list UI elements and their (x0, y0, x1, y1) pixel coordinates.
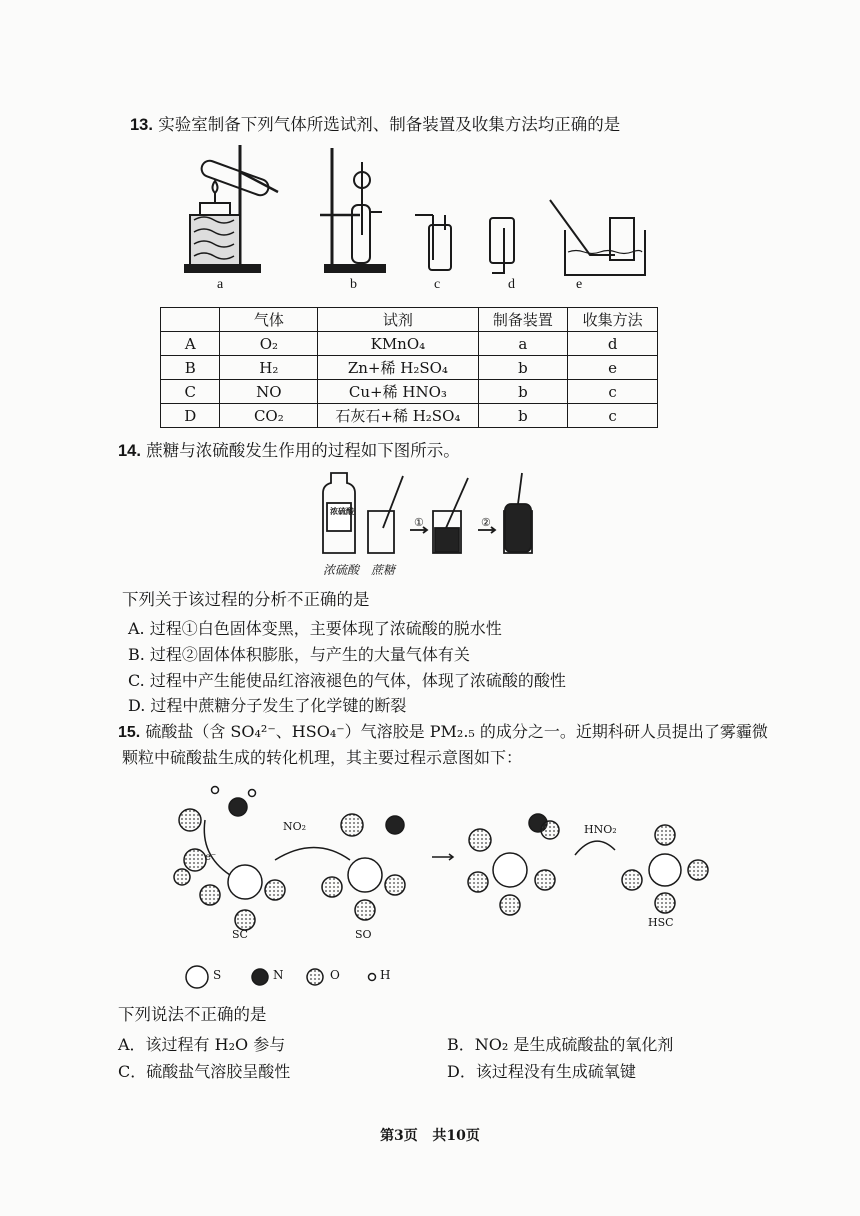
hsc-label: HSC (648, 916, 674, 929)
table-row (161, 380, 658, 404)
table-cell: d (568, 332, 658, 356)
q13-table (160, 307, 658, 428)
apparatus-e (550, 200, 645, 275)
page-footer: 第3页 共10页 (380, 1128, 480, 1144)
q15-option-d: D．该过程没有生成硫氧键 (447, 1062, 636, 1081)
table-cell: A (161, 332, 220, 356)
no2-label: NO₂ (283, 820, 307, 833)
beaker-label: 蔗糖 (371, 563, 396, 577)
q14-question: 下列关于该过程的分析不正确的是 (122, 590, 370, 609)
structure-sc (174, 787, 285, 931)
table-cell: a (478, 332, 568, 356)
step1-label: ① (414, 516, 424, 529)
table-header-cell: 试剂 (318, 308, 478, 332)
table-cell: C (161, 380, 220, 404)
q14-stem (118, 439, 460, 463)
table-cell: D (161, 404, 220, 428)
hno2-label: HNO₂ (584, 823, 617, 836)
table-header-cell: 制备装置 (478, 308, 568, 332)
q15-option-c: C．硫酸盐气溶胶呈酸性 (118, 1062, 291, 1081)
bottle-tag-label: 浓硫酸 (330, 506, 354, 516)
q15-number: 15. (118, 724, 141, 741)
q14-stem-text: 蔗糖与浓硫酸发生作用的过程如下图所示。 (146, 441, 460, 460)
table-row (161, 356, 658, 380)
sc-label: SC (232, 928, 248, 941)
apparatus-label-d: d (508, 277, 515, 292)
apparatus-label-c: c (434, 277, 441, 292)
table-cell: Cu+稀 HNO₃ (318, 380, 478, 404)
table-header-cell (161, 308, 220, 332)
step2-label: ② (481, 516, 491, 529)
q14-option-a: A. 过程①白色固体变黑，主要体现了浓硫酸的脱水性 (128, 619, 502, 638)
table-cell: b (478, 404, 568, 428)
legend-s-label: S (213, 968, 222, 982)
bottle-label: 浓硫酸 (323, 563, 360, 577)
q13-apparatus-figure (180, 140, 680, 300)
apparatus-c (415, 215, 451, 270)
q15-stem-line2: 颗粒中硫酸盐生成的转化机理，其主要过程示意图如下： (122, 748, 523, 767)
table-cell: O₂ (220, 332, 318, 356)
q14-option-c: C. 过程中产生能使品红溶液褪色的气体，体现了浓硫酸的酸性 (128, 671, 566, 690)
apparatus-a (185, 145, 278, 272)
legend-n-label: N (273, 968, 284, 982)
q15-stem-text: 硫酸盐（含 SO₄²⁻、HSO₄⁻）气溶胶是 PM₂.₅ 的成分之一。近期科研人员提出了雾霾微 (145, 722, 768, 741)
electron-label: e⁻ (205, 852, 217, 863)
table-cell: c (568, 380, 658, 404)
q15-option-b: B．NO₂ 是生成硫酸盐的氧化剂 (447, 1035, 674, 1054)
q13-number: 13. (130, 116, 153, 134)
table-cell: 石灰石+稀 H₂SO₄ (318, 404, 478, 428)
table-cell: CO₂ (220, 404, 318, 428)
q15-stem-line1 (118, 720, 768, 745)
table-cell: Zn+稀 H₂SO₄ (318, 356, 478, 380)
table-cell: b (478, 380, 568, 404)
q14-number: 14. (118, 442, 141, 460)
q15-legend (185, 965, 425, 989)
so-label: SO (355, 928, 372, 941)
structure-hsc (622, 825, 708, 913)
table-row (161, 332, 658, 356)
legend-o-label: O (330, 968, 340, 982)
table-cell: KMnO₄ (318, 332, 478, 356)
table-cell: e (568, 356, 658, 380)
q14-option-b: B. 过程②固体体积膨胀，与产生的大量气体有关 (128, 645, 470, 664)
table-cell: NO (220, 380, 318, 404)
table-row (161, 404, 658, 428)
structure-so (322, 814, 405, 920)
q14-sucrose-figure (318, 468, 558, 558)
table-header-row (161, 308, 658, 332)
apparatus-label-b: b (350, 277, 357, 292)
table-cell: c (568, 404, 658, 428)
table-header-cell: 气体 (220, 308, 318, 332)
q15-mechanism-figure (160, 785, 720, 975)
structure-3 (468, 814, 559, 915)
apparatus-b (320, 148, 385, 272)
q15-question: 下列说法不正确的是 (118, 1005, 267, 1024)
apparatus-label-a: a (217, 277, 224, 292)
table-cell: B (161, 356, 220, 380)
sugar-beaker (368, 511, 394, 553)
q14-option-d: D. 过程中蔗糖分子发生了化学键的断裂 (128, 696, 407, 715)
q13-stem-text: 实验室制备下列气体所选试剂、制备装置及收集方法均正确的是 (158, 115, 621, 134)
legend-h-label: H (380, 968, 391, 982)
q13-stem (130, 113, 620, 137)
apparatus-d (490, 218, 514, 273)
apparatus-label-e: e (576, 277, 583, 292)
table-cell: b (478, 356, 568, 380)
q15-option-a: A．该过程有 H₂O 参与 (118, 1035, 286, 1054)
table-cell: H₂ (220, 356, 318, 380)
table-header-cell: 收集方法 (568, 308, 658, 332)
